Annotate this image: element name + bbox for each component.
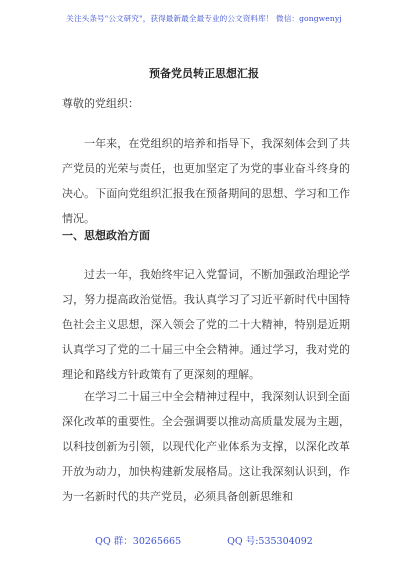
body-paragraph: 过去一年，我始终牢记入党誓词，不断加强政治理论学习，努力提高政治觉悟。我认真学习了习近平新时代中国特色社会主义思想，深入领会了党的二十大精神，特别是近期认真学习了党的二十届三中全会精神。通过学习，我对党的理论和路线方针政策有了更深刻的理解。 — [62, 268, 350, 381]
footer-qq-group: QQ 群：30265665 — [95, 536, 182, 547]
footer-qq-number: QQ 号:535304092 — [227, 536, 313, 547]
intro-paragraph: 一年来，在党组织的培养和指导下，我深刻体会到了共产党员的光荣与责任，也更加坚定了为党的事业奋斗终身的决心。下面向党组织汇报我在预备期间的思想、学习和工作情况。 — [62, 137, 350, 225]
footer-contact — [0, 533, 408, 547]
salutation: 尊敬的党组织： — [62, 97, 139, 110]
section-heading: 一、思想政治方面 — [62, 229, 150, 242]
header-promo-note: 关注头条号"公文研究"，获得最新最全最专业的公文资料库！ 微信：gongwenyj — [66, 14, 342, 23]
document-title: 预备党员转正思想汇报 — [149, 67, 259, 80]
body-paragraph: 在学习二十届三中全会精神过程中，我深刻认识到全面深化改革的重要性。全会强调要以推动高质量发展为主题，以科技创新为引领，以现代化产业体系为支撑，以深化改革开放为动力，加快构建新发展格局。这让我深刻认识到，作为一名新时代的共产党员，必须具备创新思维和 — [62, 390, 350, 503]
